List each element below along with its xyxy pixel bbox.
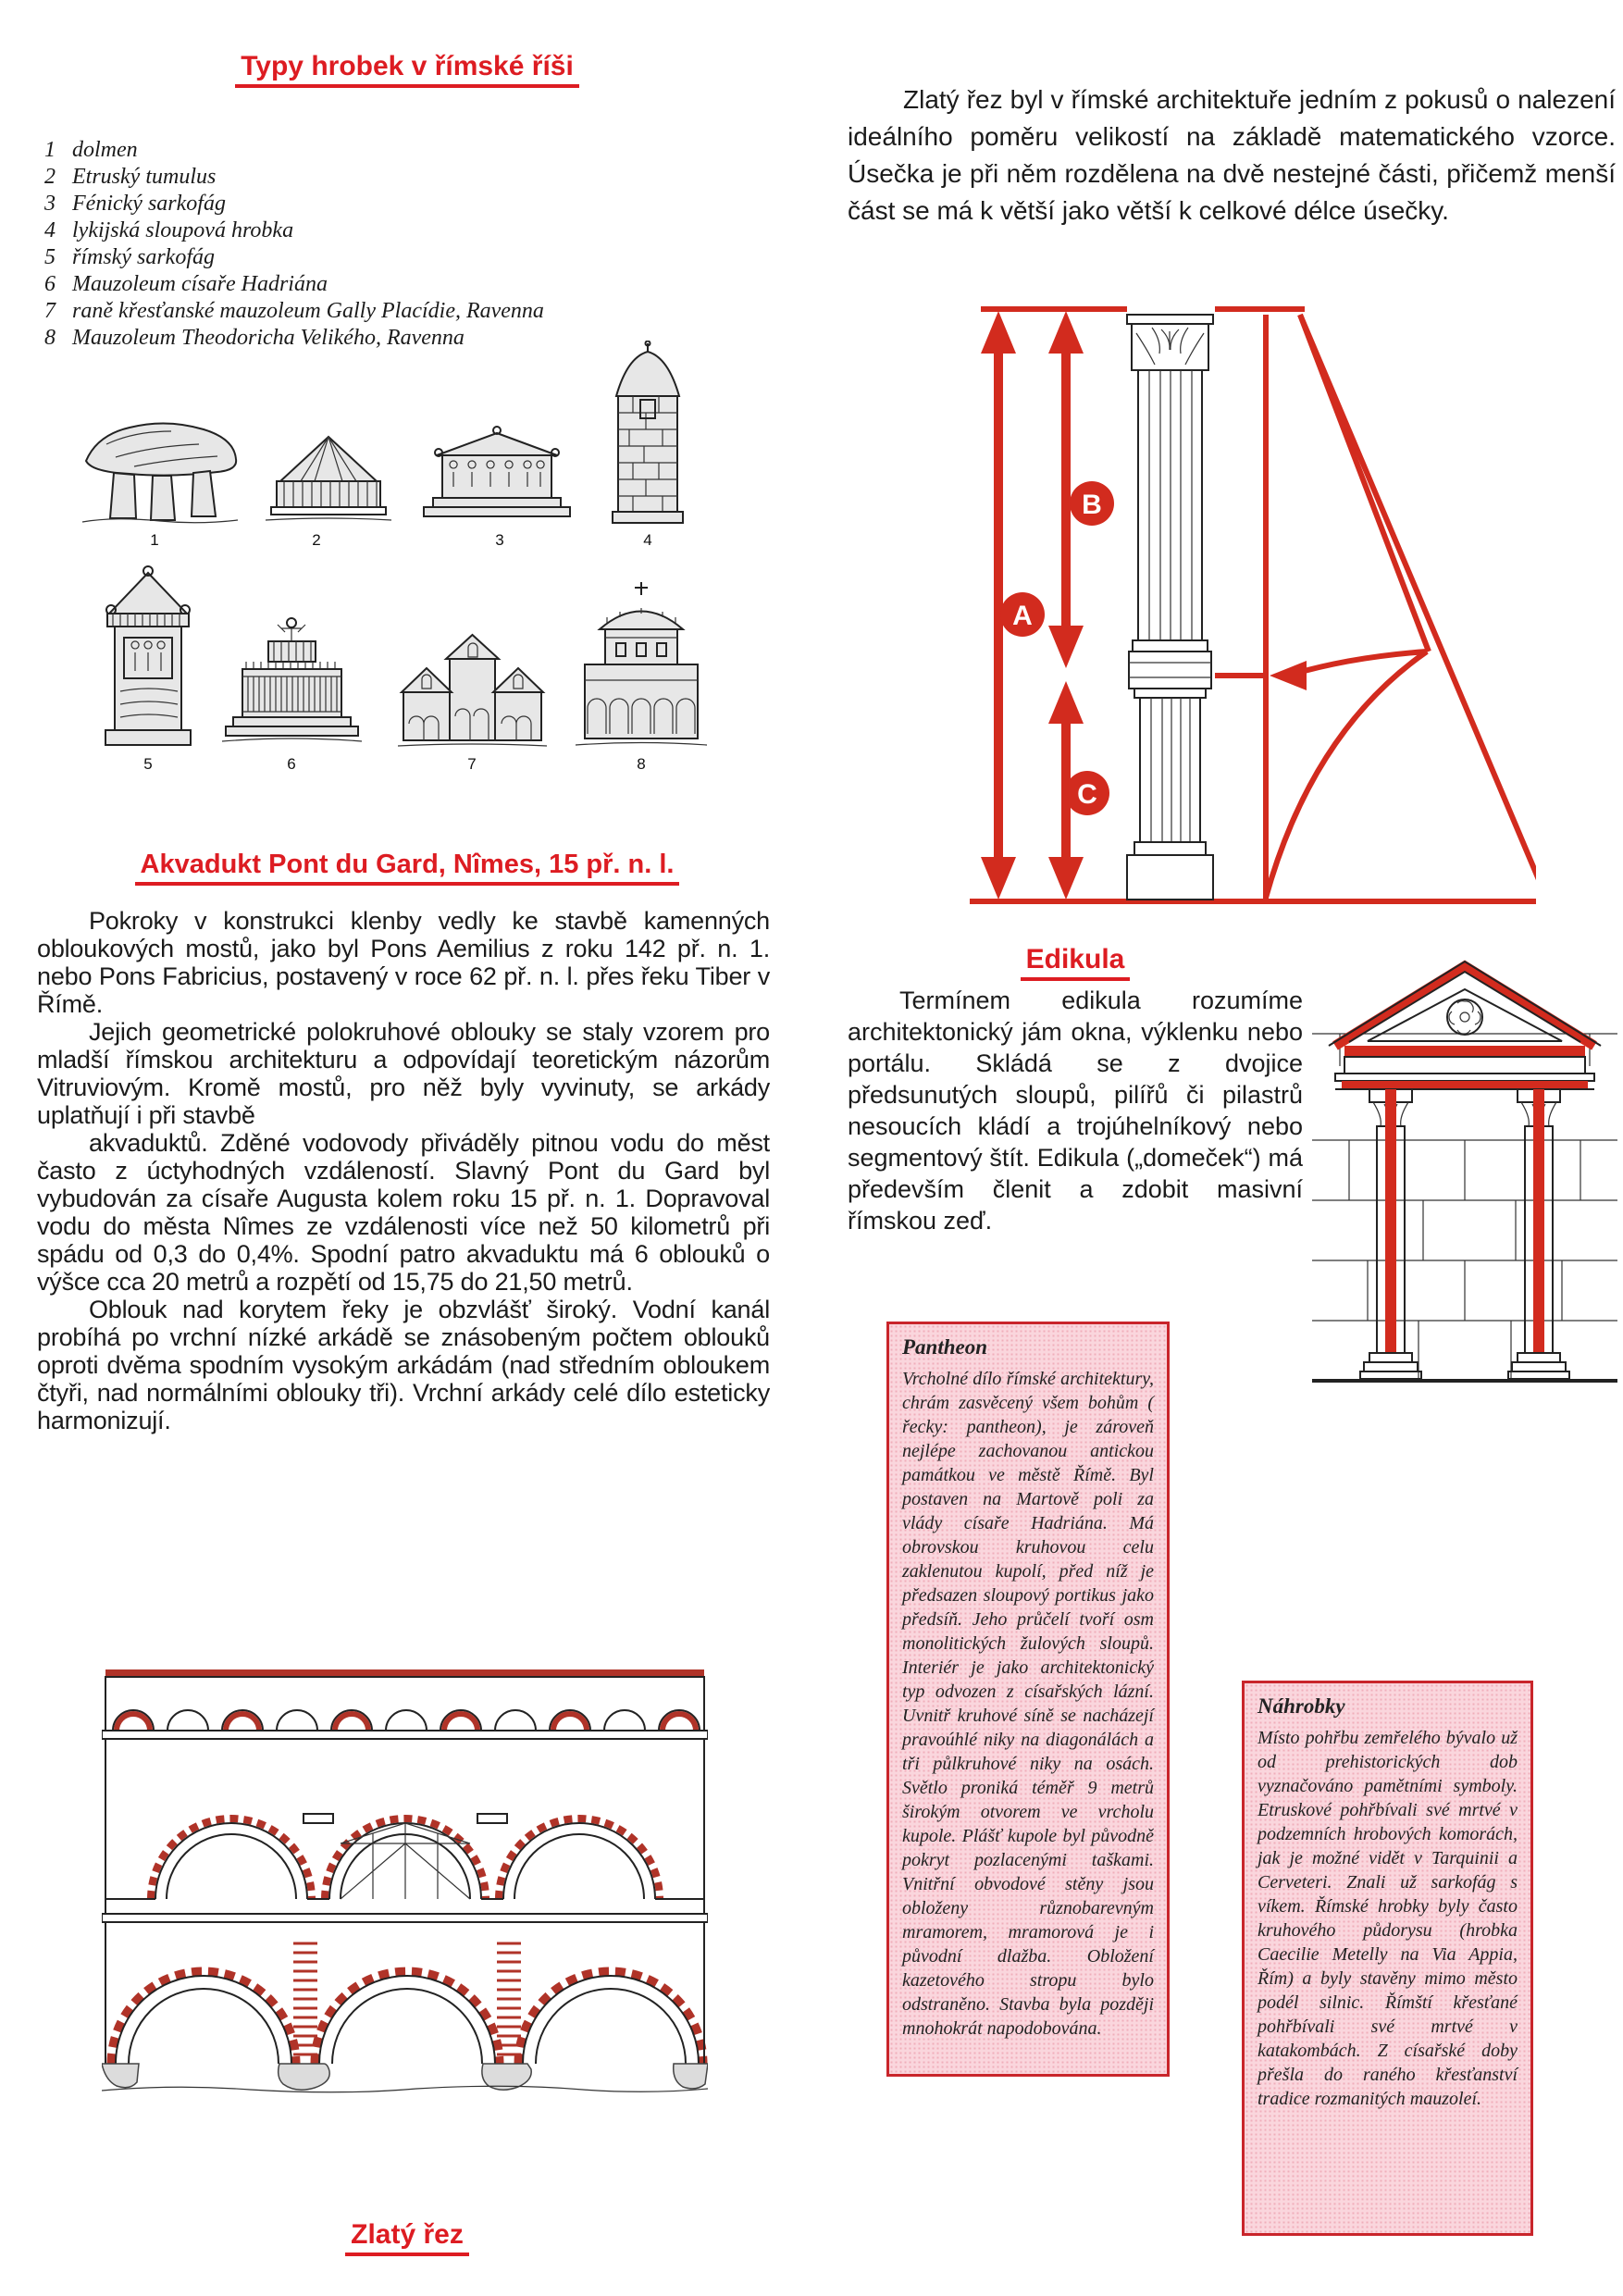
tomb-illustration-hadrian-mausoleum bbox=[220, 597, 364, 750]
diagram-letter-b: B bbox=[1082, 490, 1102, 520]
list-item: 3 Fénický sarkofág bbox=[44, 192, 226, 216]
tomb-illustration-dolmen bbox=[79, 415, 241, 526]
paragraph: akvaduktů. Zděné vodovody přiváděly pitnou vodu do měst často z úctyhodných vzdáleností. Slavný Pont du Gard byl vybudován za císaře Augusta kolem roku 15 př. n. 1. Dopravoval vodu do města Nîmes ze vzdálenosti více než 50 kilometrů při spádu od 0,3 do 0,4%. Spodní patro akvaduktu má 6 oblouků o výšce cca 20 metrů a rozpětí od 15,75 do 21,50 metrů. bbox=[37, 1129, 770, 1296]
aedicula-illustration bbox=[1312, 946, 1617, 1409]
edikula-paragraph: Termínem edikula rozumíme architektonický jám okna, výklenku nebo portálu. Skládá se z dvojice předsunutých sloupů, pilířů či pilastrů nesoucích kládí a trojúhelníkový nebo segmentový štít. Edikula („domeček“) má především členit a zdobit masivní římskou zeď. bbox=[848, 987, 1303, 1235]
figure-label: 4 bbox=[643, 531, 652, 549]
diagram-letter-a: A bbox=[1012, 601, 1033, 631]
info-box-title: Náhrobky bbox=[1258, 1694, 1345, 1718]
list-item: 7 raně křesťanské mauzoleum Gally Placídie, Ravenna bbox=[44, 299, 544, 323]
aqueduct-heading: Akvadukt Pont du Gard, Nîmes, 15 př. n. l. bbox=[37, 850, 777, 886]
aqueduct-body-text bbox=[37, 907, 770, 1434]
list-item: 2 Etruský tumulus bbox=[44, 165, 217, 189]
nahrobky-info-box bbox=[1242, 1681, 1533, 2236]
paragraph: Jejich geometrické polokruhové oblouky se staly vzorem pro mladší římskou architekturu a odpovídají teoretickým názorům Vitruviovým. Kromě mostů, pro něž byly vyvinuty, se arkády uplatňují i při stavbě bbox=[37, 1018, 770, 1129]
golden-ratio-diagram bbox=[944, 289, 1536, 918]
list-item: 4 lykijská sloupová hrobka bbox=[44, 218, 294, 242]
figure-label: 8 bbox=[637, 755, 646, 773]
info-box-text: Místo pohřbu zemřelého bývalo už od prehistorických dob vyznačováno pamětními symboly. Etruskové pohřbívali své mrtvé v podzemních hrobových komorách, jak je možné vidět v Tarquinii a Cerveteri. Znali už sarkofág s víkem. Římské hrobky byly často kruhového půdorysu (hrobka Caecilie Metelly na Via Appia, Řím) a byly stavěny mimo město podél silnic. Římští křesťané pohřbívali své mrtvé v katakombách. Z císařské doby přešla do raného křesťanství tradice rozmanitých mauzoleí. bbox=[1258, 1728, 1518, 2109]
figure-label: 5 bbox=[143, 755, 153, 773]
aedicula-columns bbox=[1360, 1089, 1569, 1379]
tomb-illustration-theodoric-mausoleum bbox=[572, 578, 711, 750]
tomb-illustration-lycian-tomb bbox=[601, 341, 694, 526]
golden-section-construction bbox=[1215, 315, 1536, 900]
aqueduct-illustration bbox=[102, 1666, 708, 2096]
tomb-illustration-roman-sarcophagus bbox=[93, 560, 204, 750]
paragraph: Oblouk nad korytem řeky je obzvlášť široký. Vodní kanál probíhá po vrchní nízké arkádě se znásobeným počtem oblouků oproti dvěma spodním vysokým arkádám (nad středním obloukem čtyři, nad normálními oblouky tři). Vrchní arkády celé dílo esteticky harmonizují. bbox=[37, 1296, 770, 1434]
paragraph: Pokroky v konstrukci klenby vedly ke stavbě kamenných obloukových mostů, jako byl Pons Aemilius z roku 142 př. n. 1. nebo Pons Fabricius, postavený v roce 62 př. n. l. přes řeku Tiber v Římě. bbox=[37, 907, 770, 1018]
golden-ratio-paragraph: Zlatý řez byl v římské architektuře jedním z pokusů o nalezení ideálního poměru velikostí na základě matematického vzorce. Úsečka je při něm rozdělena na dvě nestejné části, přičemž menší část se má k větší jako větší k celkové délce úsečky. bbox=[848, 85, 1616, 225]
tomb-type-list bbox=[44, 137, 748, 352]
pantheon-info-box bbox=[886, 1322, 1170, 2077]
figure-label: 7 bbox=[467, 755, 477, 773]
arrowhead-left bbox=[1270, 661, 1307, 690]
list-item: 5 římský sarkofág bbox=[44, 245, 215, 269]
figure-label: 2 bbox=[312, 531, 321, 549]
tomb-illustration-sarcophagus bbox=[418, 418, 576, 525]
list-item: 6 Mauzoleum císaře Hadriána bbox=[44, 272, 328, 296]
figure-label: 3 bbox=[495, 531, 504, 549]
edikula-heading: Edikula bbox=[848, 944, 1303, 981]
golden-section-heading: Zlatý řez bbox=[37, 2219, 777, 2256]
tomb-illustration-tumulus bbox=[264, 428, 393, 525]
info-box-text: Vrcholné dílo římské architektury, chrám zasvěcený všem bohům ( řecky: pantheon), je zároveň nejlépe zachovanou antickou památkou ve městě Římě. Byl postaven na Martově poli za vlády císaře Hadriána. Má obrovskou kruhovou celu zaklenutou kupolí, před níž je předsazen sloupový portikus jako předsíň. Jeho průčelí tvoří osm monolitických žulových sloupů. Interiér je jako architektonický typ odvozen z císařských lázní. Uvnitř kruhové síně se nacházejí pravoúhlé niky na diagonálách a tři půlkruhové niky na osách. Světlo proniká téměř 9 metrů širokým otvorem ve vrcholu kupole. Plášť kupole byl původně pokryt pozlacenými taškami. Vnitřní obvodové stěny jsou obloženy různobarevným mramorem, mramorová je i původní dlažba. Obložení kazetového stropu bylo odstraněno. Stavba byla později mnohokrát napodobována. bbox=[902, 1369, 1154, 2039]
column-drawing bbox=[1127, 315, 1213, 900]
tomb-illustration-galla-placidia-mausoleum bbox=[396, 620, 549, 750]
diagram-letter-c: C bbox=[1077, 779, 1097, 810]
info-box-title: Pantheon bbox=[902, 1335, 988, 1359]
figure-label: 6 bbox=[287, 755, 296, 773]
list-item: 1 dolmen bbox=[44, 138, 138, 162]
figure-label: 1 bbox=[150, 531, 159, 549]
list-item: 8 Mauzoleum Theodoricha Velikého, Ravenna bbox=[44, 326, 465, 350]
tombs-heading: Typy hrobek v římské říši bbox=[37, 51, 777, 88]
